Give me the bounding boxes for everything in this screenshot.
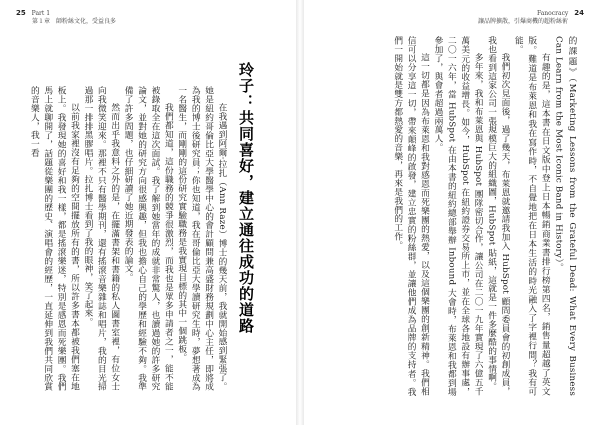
right-paragraph: 這一切都是因為布萊恩和我對感恩而死樂團的熱愛，以及這個樂團的創新精神。我們相信可以分享這一切，帶來顛峰的啟發，建立忠實的粉絲群，並讓他們成為品牌的支持者。我們一開始就是雙方都熱愛的音樂，再來是我們的工作。 [392, 36, 430, 396]
right-paragraph: 的課題》（Marketing Lessons from the Grateful Dead: What Every Business Can Learn from the Most Iconic Band in History）。 [553, 36, 577, 396]
right-subtitle-line: 讓品牌擴散，引爆商機的超粉絲術 [477, 18, 568, 25]
right-body-text [320, 36, 578, 396]
left-part-label: Part 1 [31, 10, 51, 17]
right-page-number: 24 [574, 9, 584, 17]
left-paragraph: 然而出乎我意料之外的是，在擺滿書架和書籍的私人圖書室裡，有位女士向我微笑迎來。那裡不只有醫學期刊，還有搖滾音樂雜誌和唱片，我的目光掃過那一排排黑膠唱片。拉扎博士看到了我的眼神，笑了起來。 [82, 86, 120, 391]
left-paragraph: 以前我家裡沒有足夠的空間擺放所有的書，所以許多書本都被我們塞在地板上。我發現她的喜好和我一樣，都是搖滾樂迷，特別是感恩而死樂團。我們馬上就聊開了，話題從樂團的歷史、演唱會的經歷，一直延伸到我們共同欣賞的音樂人，我一看 [29, 86, 80, 391]
right-paragraph: 有趣的是，這本書在日文版中登上日本暢銷商業書排行榜第四名，銷售量超越了英文版。難道是布萊恩和我在寫作時，不自覺地把在日本生活的時光融入了字裡行間？我有可能。 [513, 36, 551, 396]
book-gutter [296, 0, 304, 425]
right-paragraph: 多年來，我和布萊恩與 HubSpot 團隊密切合作，讓公司在二〇一九年實現了六億五千萬美元的收益增長。如今，HubSpot 在紐約證券交易所上市，並在全球各地設有辦事處，二〇一六年，當 HubSpot 在由本書的紐約總部舉辦 Inbound 大會時，布萊恩和我都到場參加了，與會者超過兩萬人。 [432, 36, 484, 396]
right-paragraph: 我們初次見面後，過了幾天，布萊恩就邀請我加入 HubSpot 顧問委員會的初創成員，我也看到這家公司一張規模巨大的組織圖，HubSpot 貼紙，這就是一件多麼酷的事情啊。 [486, 36, 510, 396]
left-running-head [12, 9, 116, 26]
left-page [0, 0, 296, 425]
right-page [304, 0, 600, 425]
left-paragraph: 我們都知道，這份職務的競爭很激烈，而我也是眾多申請者之一，能不能被錄取全在這次面試。我了解到她當年的成就非常驚人，也讀過她的許多研究論文，並對她的研究方向很感興趣，但我也擔心自己的學歷和經驗不夠。我準備了許多問題，也仔細研讀了她近期發表的論文。 [123, 86, 174, 391]
left-chapter-line: 第１章 師粉絲文化，受益良多 [32, 18, 117, 25]
left-page-number: 25 [16, 9, 26, 17]
left-body-text [22, 86, 228, 391]
left-paragraph: 在我遇到阿爾·拉扎（Ann Raze）博士的幾天前，我就開始感到緊張了。她是紐約哥倫比亞大學醫學中心的會計顧問兼高盛財務規劃中心主任，即將成為我的博士後研究員；你也知道，我在哥倫比亞大學讀研究生時，夢想著成為一名醫生，而剛剛的這份研究實驗職務是我實現目標的其中一個跳板。 [176, 86, 227, 391]
right-book-title: Fanocracy [536, 10, 569, 17]
right-running-head [478, 9, 588, 26]
section-heading: 玲子：共同喜好，建立通往成功的道路 [237, 62, 255, 334]
